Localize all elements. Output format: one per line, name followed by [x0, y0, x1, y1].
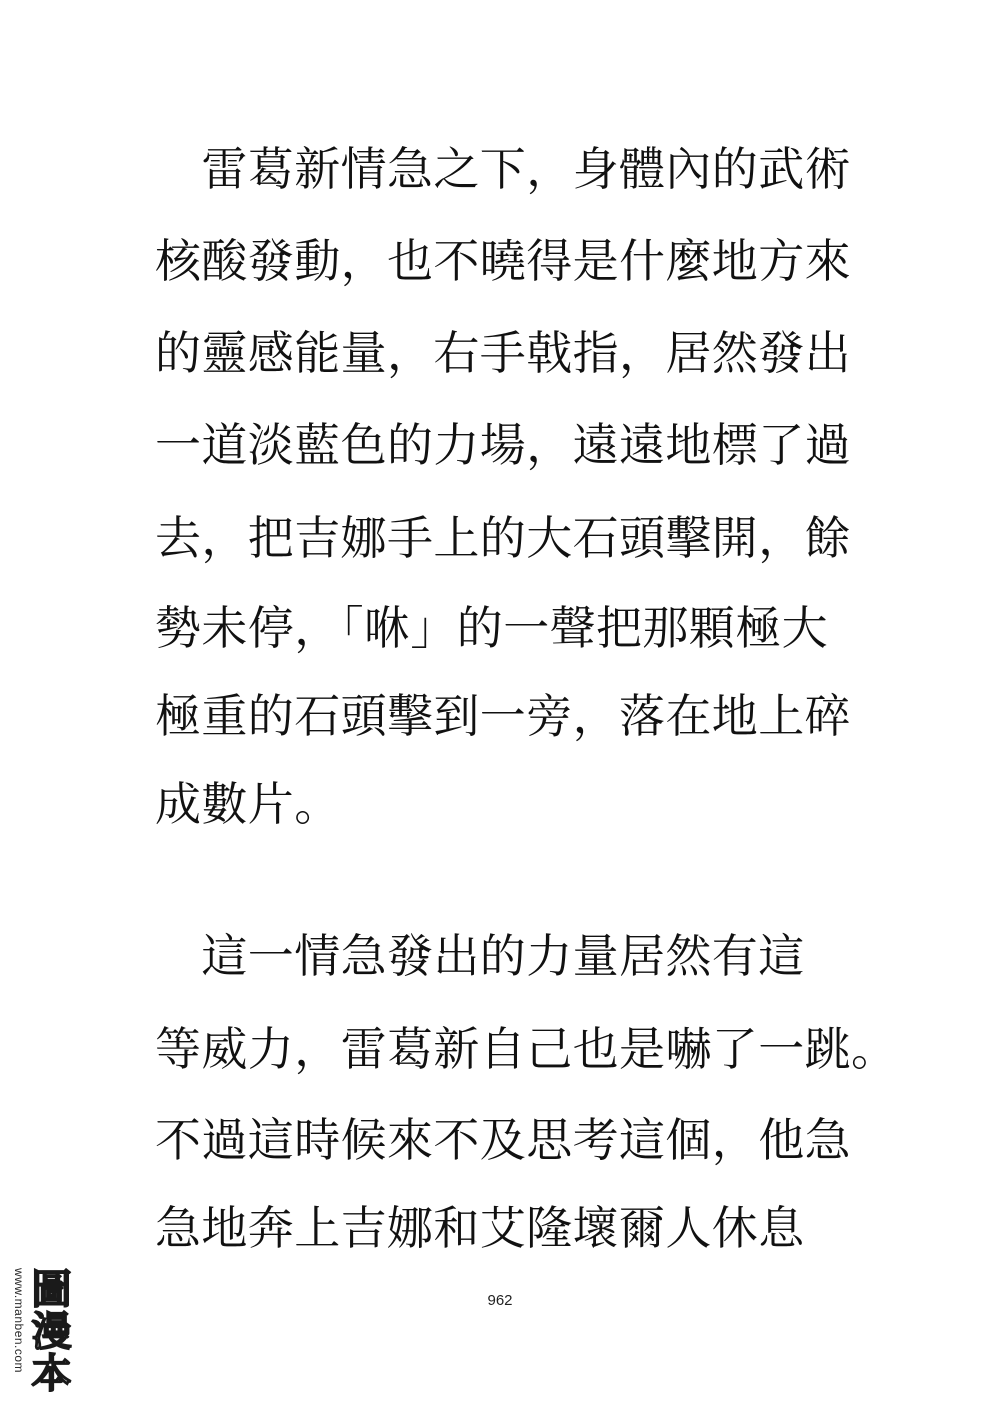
paragraph-1-line-5: 去，把吉娜手上的大石頭擊開，餘 [155, 511, 851, 565]
watermark-logo: 圖漫本 [25, 1268, 71, 1394]
paragraph-1-line-3: 的靈感能量，右手戟指，居然發出 [155, 326, 851, 380]
paragraph-1-line-4: 一道淡藍色的力場，遠遠地標了過 [155, 418, 851, 472]
paragraph-2-line-3: 不過這時候來不及思考這個，他急 [155, 1113, 851, 1167]
watermark-url: www.manben.com [12, 1268, 26, 1374]
paragraph-2-line-4: 急地奔上吉娜和艾隆壞爾人休息 [155, 1201, 805, 1255]
paragraph-1-line-6: 勢未停，「咻」的一聲把那顆極大 [155, 601, 828, 655]
paragraph-2-line-1: 這一情急發出的力量居然有這 [155, 929, 805, 983]
paragraph-2-line-2: 等威力，雷葛新自己也是嚇了一跳。 [155, 1022, 898, 1076]
page-number: 962 [487, 1292, 513, 1309]
site-watermark [4, 1268, 70, 1408]
paragraph-1-line-7: 極重的石頭擊到一旁，落在地上碎 [155, 689, 851, 743]
paragraph-1-line-2: 核酸發動，也不曉得是什麼地方來 [155, 234, 851, 288]
paragraph-1-line-1: 雷葛新情急之下，身體內的武術 [155, 142, 851, 196]
paragraph-1-line-8: 成數片。 [155, 777, 341, 831]
